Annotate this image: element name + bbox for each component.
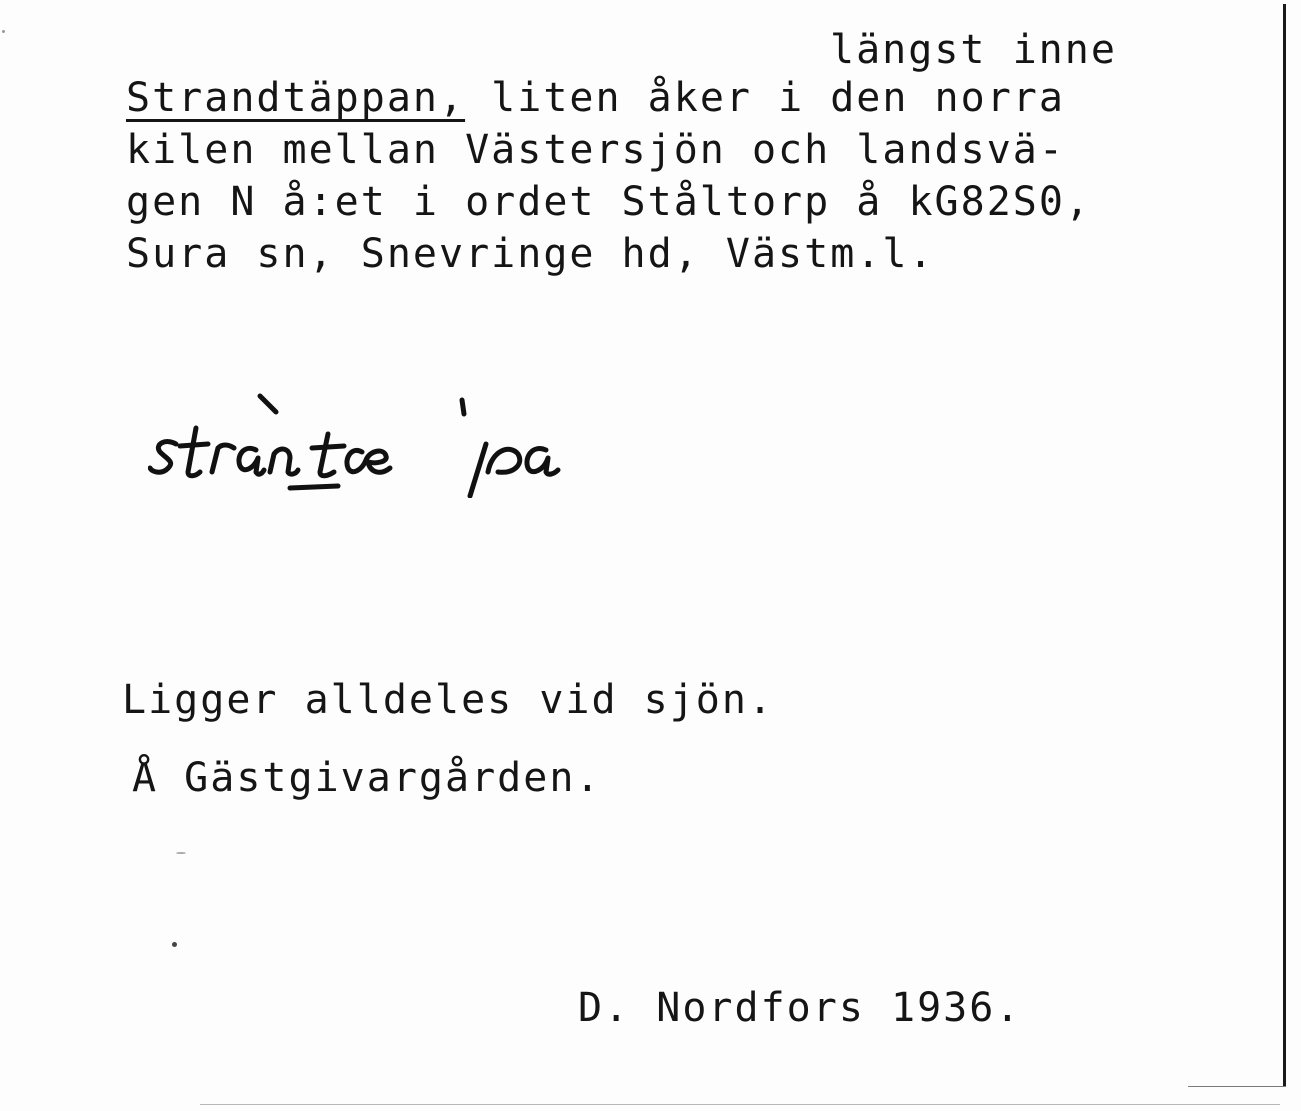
entry-line-1-rest: liten åker i den norra (465, 75, 1065, 121)
scan-speck (172, 942, 177, 947)
phonetic-handwriting (148, 388, 588, 498)
card-corner-edge (1188, 1086, 1286, 1087)
entry-line-3: gen N å:et i ordet Ståltorp å kG82S0, (126, 179, 1092, 225)
phonetic-handwriting-drawing (148, 388, 588, 498)
scan-speck (2, 30, 5, 33)
scan-speck (176, 852, 186, 854)
signature-line: D. Nordfors 1936. (578, 985, 1022, 1031)
headword: Strandtäppan, (126, 75, 466, 121)
top-note: längst inne (830, 27, 1117, 73)
card-bottom-edge (200, 1104, 1280, 1105)
card-right-edge (1283, 4, 1286, 1086)
location-note: Ligger alldeles vid sjön. (122, 677, 775, 723)
entry-line-1 (126, 75, 1065, 121)
entry-line-4: Sura sn, Snevringe hd, Västm.l. (126, 231, 935, 277)
entry-line-2: kilen mellan Västersjön och landsvä- (126, 127, 1065, 173)
owner-note: Å Gästgivargården. (132, 755, 602, 801)
